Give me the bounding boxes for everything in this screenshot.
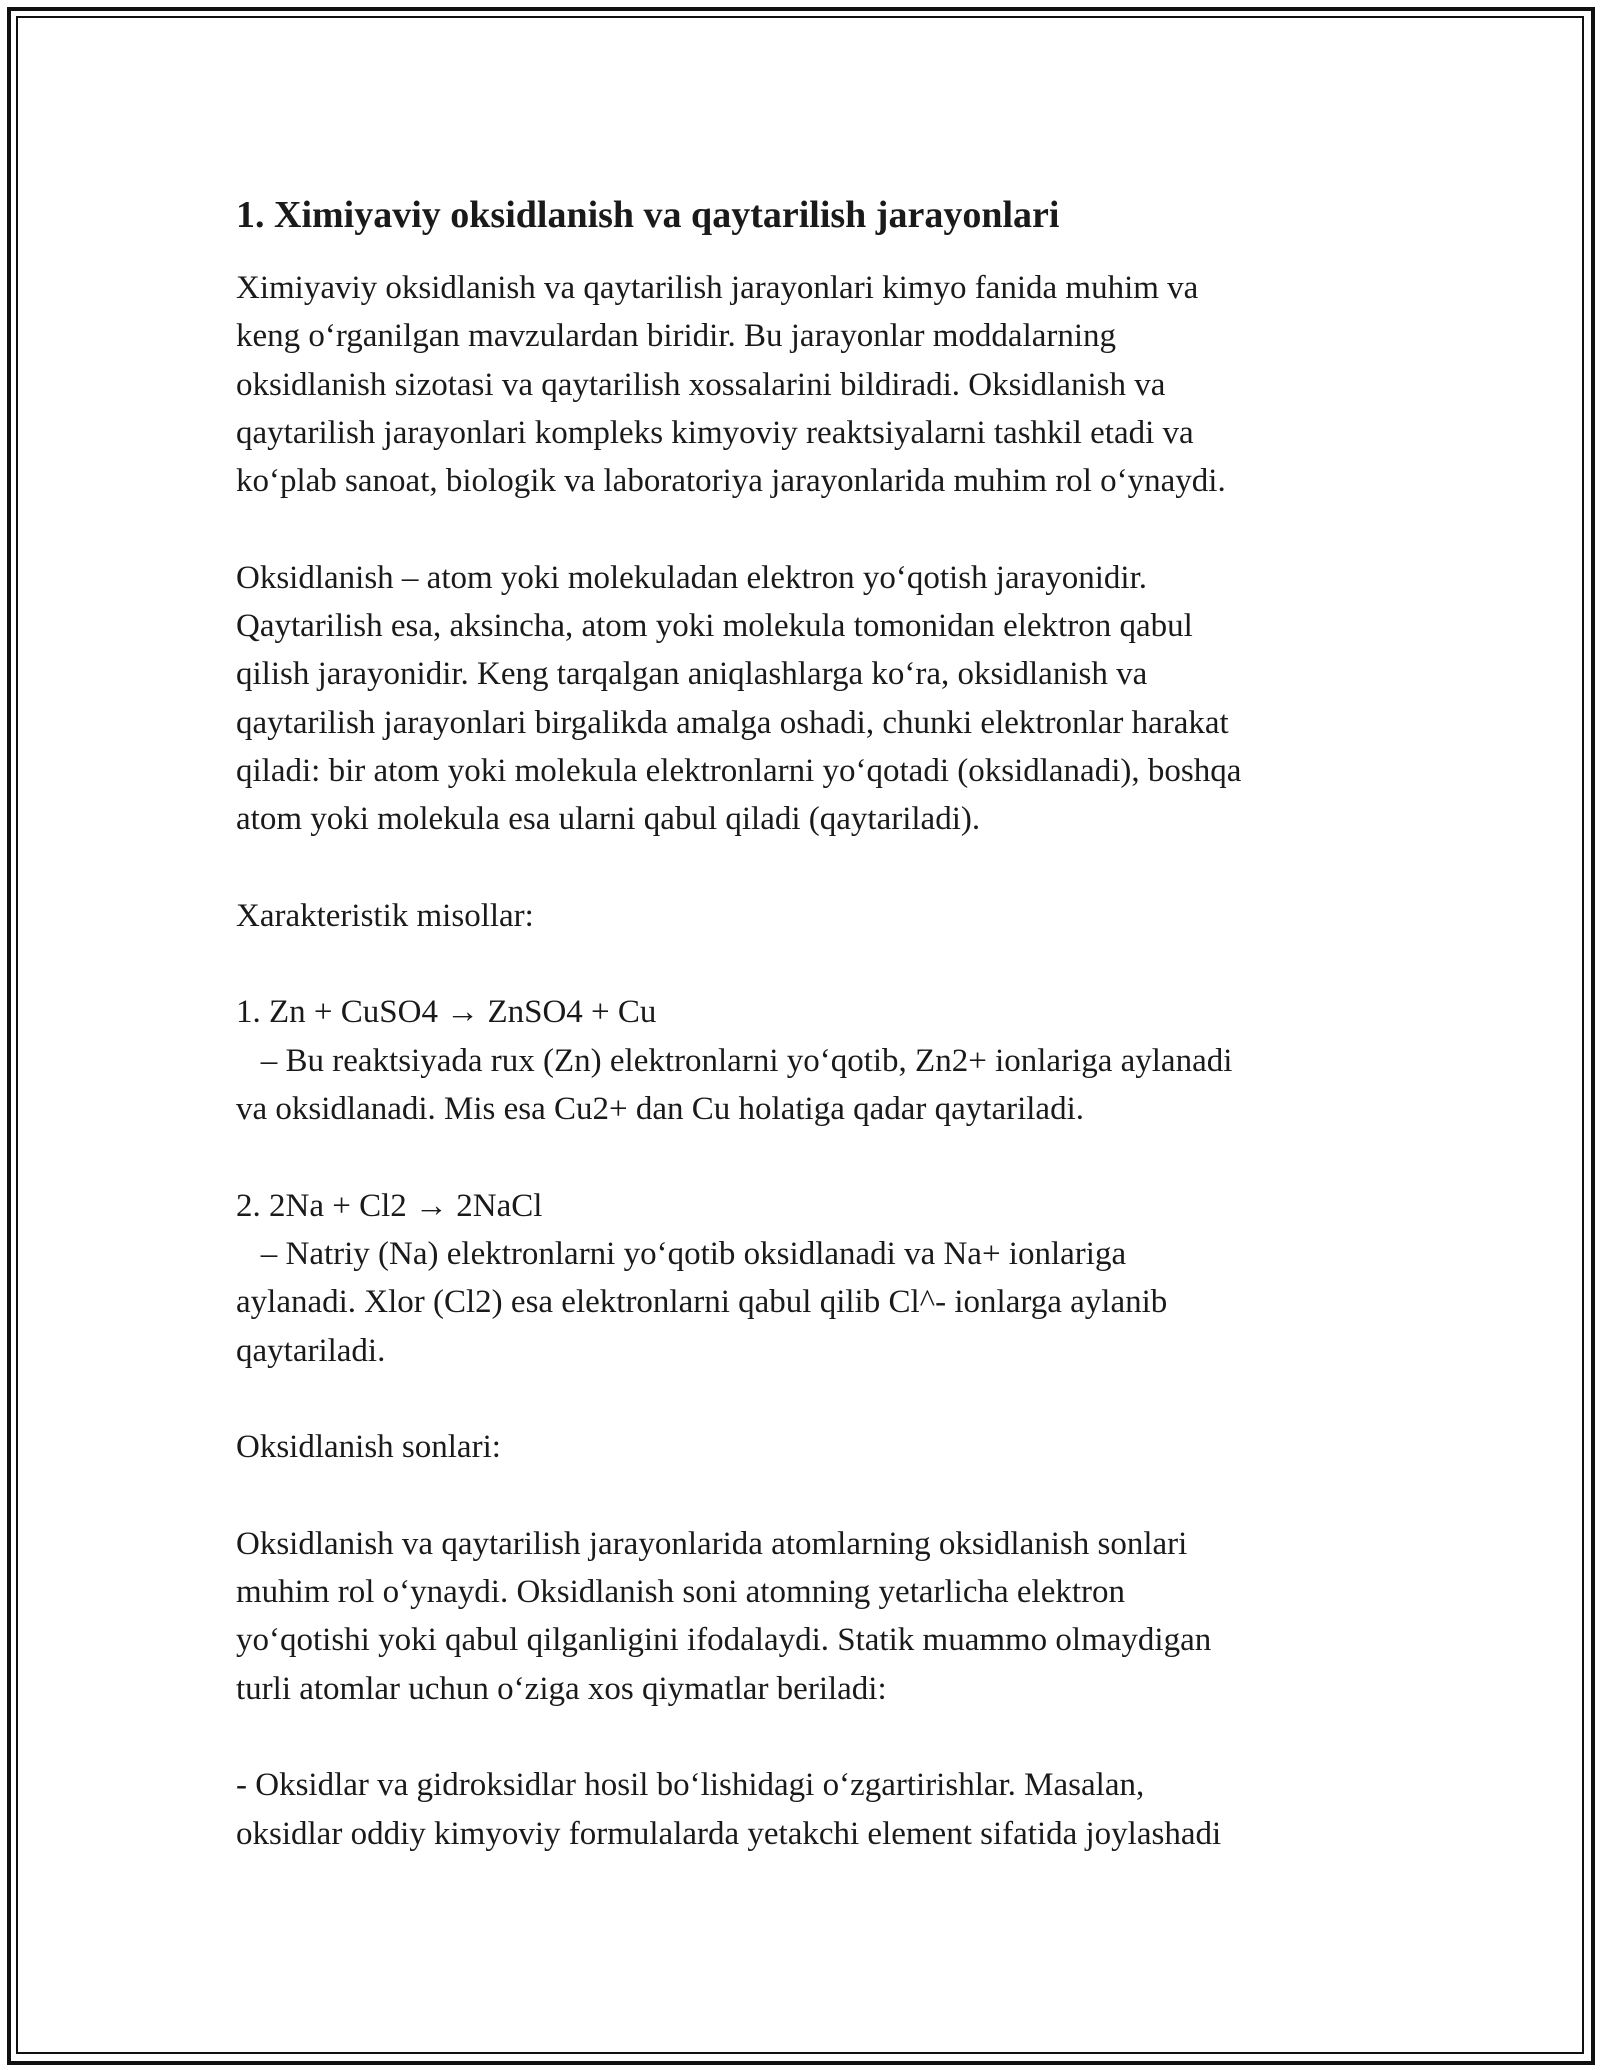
reaction-equation: 1. Zn + CuSO4 → ZnSO4 + Cu bbox=[236, 994, 657, 1031]
text-line: yo‘qotishi yoki qabul qilganligini ifodalaydi. Statik muammo olmaydigan bbox=[236, 1622, 1212, 1659]
text-line: turli atomlar uchun o‘ziga xos qiymatlar beriladi: bbox=[236, 1670, 887, 1707]
text-line: keng o‘rganilgan mavzulardan biridir. Bu jarayonlar moddalarning bbox=[236, 318, 1117, 355]
text-line: muhim rol o‘ynaydi. Oksidlanish soni atomning yetarlicha elektron bbox=[236, 1574, 1126, 1611]
document-body bbox=[236, 188, 1376, 1858]
reaction-equation: 2. 2Na + Cl2 → 2NaCl bbox=[236, 1187, 543, 1224]
definition-paragraph bbox=[236, 554, 1376, 844]
text-line: atom yoki molekula esa ularni qabul qiladi (qaytariladi). bbox=[236, 801, 981, 838]
section-heading: 1. Ximiyaviy oksidlanish va qaytarilish jarayonlari bbox=[236, 194, 1060, 236]
text-line: Xarakteristik misollar: bbox=[236, 897, 534, 934]
text-line: ko‘plab sanoat, biologik va laboratoriya jarayonlarida muhim rol o‘ynaydi. bbox=[236, 463, 1226, 500]
oxidation-numbers-paragraph bbox=[236, 1520, 1376, 1713]
text-line: qilish jarayonidir. Keng tarqalgan aniqlashlarga ko‘ra, oksidlanish va bbox=[236, 656, 1148, 693]
text-line: – Bu reaktsiyada rux (Zn) elektronlarni yo‘qotib, Zn2+ ionlariga aylanadi bbox=[236, 1042, 1233, 1079]
text-line: qaytariladi. bbox=[236, 1332, 386, 1369]
text-line: oksidlar oddiy kimyoviy formulalarda yetakchi element sifatida joylashadi bbox=[236, 1815, 1222, 1852]
text-line: qiladi: bir atom yoki molekula elektronlarni yo‘qotadi (oksidlanadi), boshqa bbox=[236, 752, 1242, 789]
text-line: Oksidlanish va qaytarilish jarayonlarida atomlarning oksidlanish sonlari bbox=[236, 1525, 1188, 1562]
text-line: Ximiyaviy oksidlanish va qaytarilish jarayonlari kimyo fanida muhim va bbox=[236, 270, 1199, 306]
list-item bbox=[236, 1761, 1376, 1858]
text-line: oksidlanish sizotasi va qaytarilish xossalarini bildiradi. Oksidlanish va bbox=[236, 366, 1166, 403]
text-line: Oksidlanish – atom yoki molekuladan elektron yo‘qotish jarayonidir. bbox=[236, 559, 1148, 596]
example-2 bbox=[236, 1182, 1376, 1375]
oxidation-numbers-label bbox=[236, 1423, 1376, 1471]
text-line: Qaytarilish esa, aksincha, atom yoki molekula tomonidan elektron qabul bbox=[236, 608, 1193, 645]
text-line: qaytarilish jarayonlari kompleks kimyoviy reaktsiyalarni tashkil etadi va bbox=[236, 414, 1194, 451]
text-line: - Oksidlar va gidroksidlar hosil bo‘lishidagi o‘zgartirishlar. Masalan, bbox=[236, 1767, 1145, 1804]
text-line: va oksidlanadi. Mis esa Cu2+ dan Cu holatiga qadar qaytariladi. bbox=[236, 1091, 1084, 1128]
example-1 bbox=[236, 988, 1376, 1133]
examples-label bbox=[236, 892, 1376, 940]
text-line: – Natriy (Na) elektronlarni yo‘qotib oksidlanadi va Na+ ionlariga bbox=[236, 1235, 1127, 1272]
text-line: qaytarilish jarayonlari birgalikda amalga oshadi, chunki elektronlar harakat bbox=[236, 704, 1229, 741]
text-line: aylanadi. Xlor (Cl2) esa elektronlarni qabul qilib Cl^- ionlarga aylanib bbox=[236, 1284, 1168, 1321]
text-line: Oksidlanish sonlari: bbox=[236, 1429, 501, 1466]
intro-paragraph bbox=[236, 264, 1376, 505]
